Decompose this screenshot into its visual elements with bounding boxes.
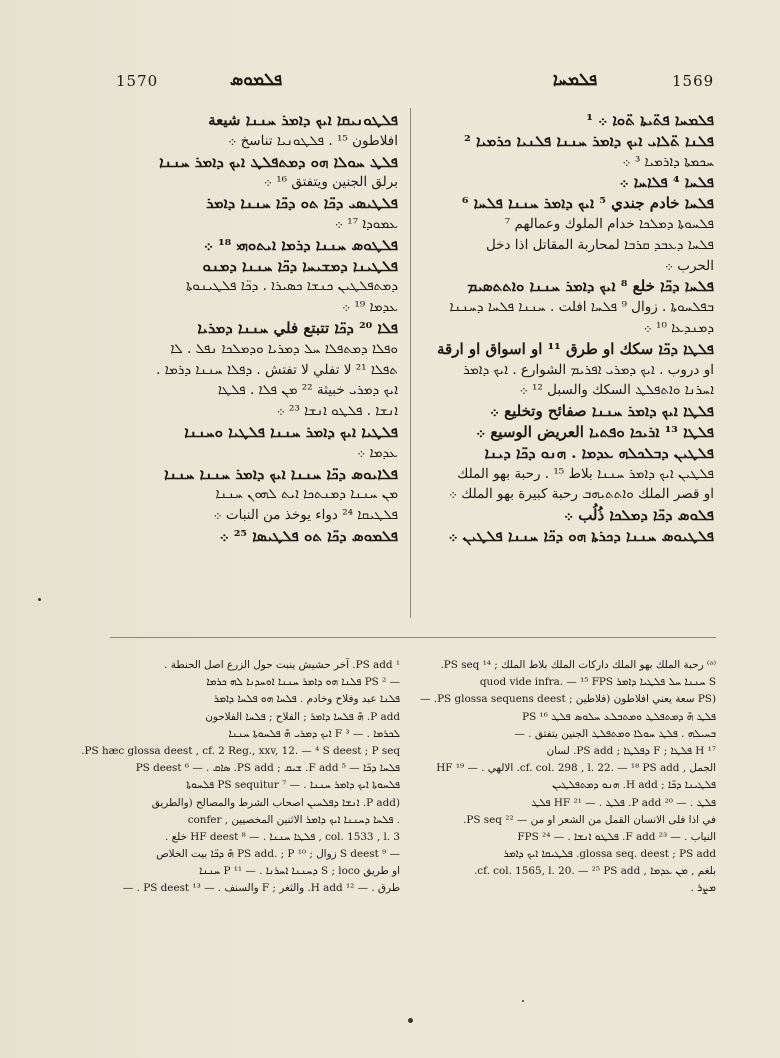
column-divider [410, 108, 411, 618]
entry-line: ܦܠܛܘܢܝܩܐ ܐܝܟ ܕܐܡܪ ܚܢܢܐ شيعة [208, 111, 398, 129]
right-page-number: 1569 [672, 72, 715, 90]
entry-line: برلق الجنين ويتفتق ¹⁶ ܀ [263, 174, 398, 191]
left-page-number: 1570 [116, 72, 159, 90]
entry-line: ܦܠܚܘܬܐ ܕܡܠܟܐ خدام الملوك وعمالهم ⁷ [504, 215, 714, 232]
entry-line: ܬܦܠܐ ²¹ لا تفلي لا تفتش . ܕܦܠܐ ܚܢܢܐ ܕܪܡܐ . [156, 361, 398, 378]
footnote-line: col. 1533 , l. 3 , ܦܠܛܐ ܚܢܢܐ . — ⁸ HF deest خلع . [164, 830, 400, 843]
entry-line: ܥܡܘܕܐ ¹⁷ ܀ [334, 215, 398, 232]
entry-line: ܦܠܛܝܢ ܕܒܠܟܠܗ ܥܕܡܐ . ܗܢܘ ܕܟ̈ܐ ܕܝܢܐ [484, 443, 714, 462]
footnote-line: ܦܠܛ ܗ̄ ܕܡܬܦܠܛ ܘܡܬܒܠܥ ܚܠܘܣ ܦܠܛ ¹⁶ PS [522, 710, 716, 723]
entry-line: ܦܠܛܐ ¹³ ܐܪܝܟܐ ܘܦܬܝܐ العريض الوسيع ܀ [476, 422, 714, 441]
entry-line: او دروب . ܐܝܟ ܕܡܪܝ ܐܦܪܝܡ الشوارع . ܐܝܟ ܕܐܡܪ [463, 361, 714, 378]
entry-line: ܦܠܚܐ ܕܥܒܕ ܩܪܒܐ لمحاربة المقاتل اذا دخل [485, 236, 714, 253]
footnote-line: ¹ PS add. آخر حشيش ينبت حول الزرع اصل الحنطة . [164, 659, 400, 671]
footnote-line: طرق . — ¹² H add. والثغر ; F والسنف . — ¹³ PS deest . — [122, 882, 400, 895]
left-running-head: ܦܠܡܘܣ [229, 70, 283, 90]
footnote-line: (PS سعة يعني افلاطون (فلاطين ; PS glossa sequens deest. — [420, 693, 716, 706]
entry-line: ܥܕܡܐ ܀ [357, 444, 398, 461]
entry-line: الحرب ܀ [664, 257, 714, 274]
footnote-line: ܦܠܛܝܢܐ ܕܟ̈ܐ ; H add. ܗܢܘ ܕܡܬܦܠܛܝܢ [552, 779, 716, 792]
entry-line: ܦܠܐ ²⁰ ܕܟ̈ܐ تتبتع فلي ܚܢܢܐ ܕܡܪܝܐ [197, 318, 398, 337]
footnote-line: ܦܠܚܘܬܐ ܐܝܟ ܕܐܡܪ ܚܢܢܐ . — ⁷ PS sequitur ܦܠܚܘܬܐ [186, 779, 400, 792]
footnote-line: P add. ܗ̄ ܦܠܚܐ ܕܐܡܪ ; الفلاح ; ܦܠܚܐ الفلاحون [205, 710, 400, 723]
ink-speck [522, 1000, 524, 1002]
entry-line: ܦܠܛܝܣܝ ܕܟ̈ܐ ܬܘ ܕܟ̈ܐ ܚܢܢܐ ܕܐܡܪ [206, 194, 398, 213]
footnotes-left [81, 657, 400, 898]
entry-line: ܒܦܠܚܘܬܐ . زوال ⁹ ܦܠܚܐ افلت . ܚܢܢܐ ܦܠܚܐ ܕܚܢܢܐ [449, 299, 714, 316]
footnotes-right [420, 657, 716, 898]
footnote-line: النياب . — ²³ F add. ܦܠܛܘ ܐܢܫܐ . — ²⁴ FPS [517, 830, 716, 843]
right-running-head: ܦܠܡܚܐ [552, 70, 598, 90]
footnote-line: ¹⁷ H ܦܠܛܐ ; F ܕܦܠܛܐ ; PS add. لسان [546, 744, 716, 757]
entry-line: افلاطون ¹⁵ . ܦܠܛܘܢܝܐ تناسخ ܀ [228, 132, 398, 149]
entry-line: ܦܠܡܘܣ ܕܟ̈ܐ ܬܘ ܦܠܛܝܣܐ ²⁵ ܀ [219, 526, 398, 545]
entry-line: او قصر الملك ܘܐܬܬܝܗܒ رحبة كبيرة بهو الملك ܀ [448, 486, 714, 503]
entry-line: ܐܢܫܐ . ܦܠܛܘ ܐܢܫܐ ²³ ܀ [276, 403, 398, 420]
entry-line: ܚܟܡܬܐ ܕܐܪܡܝܐ ³ ܀ [622, 153, 714, 170]
entry-line: ܘܦܠܐ ܕܡܬܦܠܐ ܚܠ ܕܡܪܝܐ ܘܕܡܠܟܐ ܢܦܠ . ܠܐ [170, 340, 398, 357]
entry-line: ܐܝܟ ܕܡܪܝ خبيثة ²² ܡܢ ܦܠܐ . ܦܠܛܐ [217, 382, 398, 399]
entry-line: ܦܠܚܐ خادم جندي ⁵ ܐܝܟ ܕܐܡܪ ܚܢܢܐ ܦܠܚܐ ⁶ [461, 194, 714, 213]
entry-line: ܦܠܚܐ ⁴ ܦܠܐܚܐ ܀ [619, 173, 714, 192]
entry-line: ܦܠܛܐ ܐܝܟ ܕܐܡܪ ܚܢܢܐ صفائح وتخليع ܀ [489, 402, 714, 421]
footnote-line: ܠܟܪܡܐ . — ³ F ܐܝܟ ܕܡܪܝ ܗ̄ ܦܠܚܘܬܐ ܚܢܢܐ [228, 727, 400, 740]
footnote-line: ܦܠܛ . — ²⁰ P add. ܦܠܛ . — ²¹ HF ܦܠܛ [531, 796, 716, 809]
footnote-line: الجمل , cf. col. 298 , l. 22. — ¹⁸ PS add. الالهي . — ¹⁹ HF [436, 762, 716, 775]
entry-line: ܦܠܢܐ ܬ̈ܠܐܝ ܐܝܟ ܕܐܡܪ ܚܢܢܐ ܦܠܢܝܐ ܟܪܡܝܐ ² [464, 131, 714, 150]
entry-line: ܕܡܬܦܠܛܝܢ ܟܢܫܐ ܟܣܝܪܐ . ܕܟ̈ܐ ܦܠܛܝܢܘܬܐ [185, 278, 398, 295]
entry-line: ܕܡܢܕܥܐ ¹⁰ ܀ [643, 319, 714, 336]
entry-line: ܦܠܡܚܐ ܦܬ̈ܝܬܐ ܬ̈ܘܐ ܀ ¹ [586, 111, 714, 129]
footnote-line: ܡܨܪ . [690, 882, 716, 895]
footnote-line: ܒܚܝܠܗ . ܦܠܛ ܚܘܠܐ ܘܡܬܦܠܛ الجنين يتفتق . — [514, 727, 716, 740]
ink-speck [38, 598, 41, 601]
entry-line: ܦܠܛܝܢܐ ܕܡܫܝܚܐ ܕܟ̈ܐ ܚܢܢܐ ܕܡܢܘ [202, 256, 398, 275]
entry-line: ܦܠܛܝܐ ܐܝܟ ܕܐܡܪ ܚܢܢܐ ܦܠܛܝܐ ܘܚܢܢܐ [184, 422, 398, 441]
entry-line: ܦܠܐܝܘܣ ܕܟ̈ܐ ܚܢܢܐ ܐܝܟ ܕܐܡܪ ܚܢܢܐ ܚܢܢܐ [164, 464, 398, 483]
footnote-line: في اذا فلى الانسان القمل من الشعر او من — ²² PS seq. [463, 813, 716, 826]
footnote-line: PS hæc glossa deest , cf. 2 Reg., xxv, 12. — ⁴ S deest ; P seq. [81, 744, 400, 757]
footnote-line: ⁽ᵃ⁾ رحبة الملك بهو الملك داركات الملك بلاط الملك ; ¹⁴ PS seq. [440, 659, 716, 671]
footnote-line: . ܦܠܚܐ ܕܚܢܢܐ ܐܝܟ ܕܐܡܪ الاثنين المخصيين , confer [187, 813, 400, 826]
entry-line: ܦܠܛܐ ܕܟ̈ܐ سكك او طرق ¹¹ او اسواق او ارقة [436, 339, 714, 358]
footnote-line: glossa seq. deest ; PS add. ܦܠܛܝܩܐ ܐܝܟ ܕܐܡܪ [503, 848, 716, 861]
right-column [424, 110, 714, 547]
entry-line: ܦܠܛܘܣ ܚܢܢܐ ܕܪܡܐ ܐܝܬܘܗܝ ¹⁸ ܀ [203, 235, 398, 254]
left-column [110, 110, 398, 547]
ink-speck [408, 1018, 413, 1023]
entry-line: ܦܠܘܣ ܕܟ̈ܐ ܕܡܠܟܐ ذُلُب ܀ [563, 506, 714, 525]
footnote-line: بلغم , ܡܢ ܥܕܡܐ , cf. col. 1565, l. 20. — ²⁵ PS add. [473, 865, 716, 878]
footnote-line: — ⁹ S deest زوال ; ¹⁰ PS add. ; P ܗ̄ ܕܟ̈ܐ بيت الخلاص [156, 848, 400, 861]
entry-line: ܡܢ ܚܢܢܐ ܕܡܢܬܟܐ ܐܝܬ ܠܗܘܢ ܚܢܢܐ [215, 486, 398, 503]
entry-line: ܦܠܛܝܩܐ ²⁴ دواء يوخذ من النبات ܀ [213, 507, 398, 524]
entry-line: ܥܕܡܐ ¹⁹ ܀ [341, 299, 398, 316]
entry-line: ܦܠܛ ܚܘܠܐ ܗܘ ܕܡܬܦܠܛ ܐܝܟ ܕܐܡܪ ܚܢܢܐ [159, 152, 398, 171]
footnote-rule [110, 637, 716, 638]
footnote-line: ܦܠܚܐ ܕܟ̈ܐ — ⁵ F add. ܫܝܩ ; PS add. ܣܐܩ . — ⁶ PS deest [135, 762, 400, 775]
footnote-line: — ² PS ܦܠܢܐ ܗܘ ܕܐܡܪ ܚܢܢܐ ܐܘܚܕܢܐ ܠܗ ܟܪܡܐ [206, 676, 400, 689]
footnote-line: ܦܠܢܐ عبد وفلاح وخادم . ܦܠܚܐ ܗܘ ܦܠܚܐ ܕܐܡܪ [213, 693, 400, 706]
entry-line: ܦܠܛܝܢ ܐܝܟ ܕܐܡܪ ܚܢܢܐ بلاط ¹⁵ . رحبة بهو الملك [457, 465, 714, 482]
footnote-line: S ܚܢܢܐ ܚܠ ܦܠܛܝܐ ܕܐܡܪ quod vide infra. — ¹⁵ FPS [479, 676, 716, 689]
entry-line: ܐܚܪܢܐ ܘܐܬܦܠܛ السكك والسبل ¹² ܀ [519, 382, 714, 399]
entry-line: ܦܠܛܝܘܣ ܚܢܢܐ ܕܟܪܬܐ ܗܘ ܕܟ̈ܐ ܚܢܢܐ ܦܠܛܝܢ ܀ [448, 526, 714, 545]
footnote-line: او طريق S ; loco ܕܚܢܢܐ ܐܚܪܢܐ . — ¹¹ P ܚܢܢܐ [199, 865, 400, 878]
footnote-line: (P add. ܐܢܫܐ ܕܦܠܚܝܢ اصحاب الشرط والمصالح (والطريق [151, 796, 400, 809]
entry-line: ܦܠܚܐ ܕܟ̈ܐ خلع ⁸ ܐܝܟ ܕܐܡܪ ܚܢܢܐ ܘܐܬܬܣܝܡ [467, 277, 714, 296]
